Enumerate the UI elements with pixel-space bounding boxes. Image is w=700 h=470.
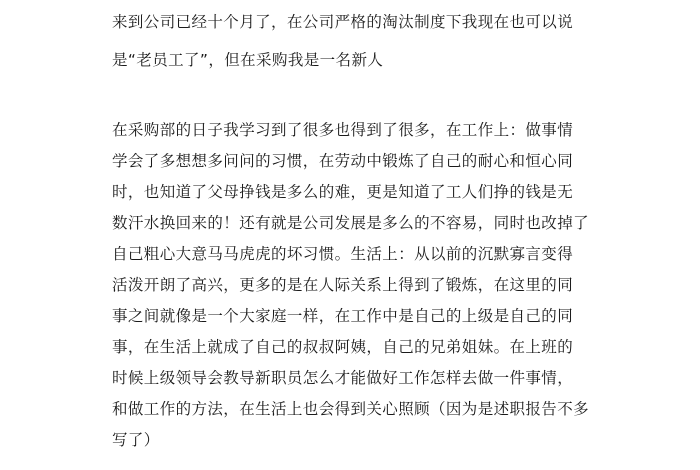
paragraph-2-line-7: 事之间就像是一个大家庭一样，在工作中是自己的上级是自己的同 — [112, 307, 574, 325]
paragraph-1-line-1: 来到公司已经十个月了，在公司严格的淘汰制度下我现在也可以说 — [112, 13, 574, 31]
paragraph-2-line-2: 学会了多想想多问问的习惯，在劳动中锻炼了自己的耐心和恒心同 — [112, 152, 574, 170]
paragraph-2-line-4: 数汗水换回来的！还有就是公司发展是多么的不容易，同时也改掉了 — [112, 214, 590, 232]
paragraph-2-line-3: 时，也知道了父母挣钱是多么的难，更是知道了工人们挣的钱是无 — [112, 183, 574, 201]
paragraph-2-line-1: 在采购部的日子我学习到了很多也得到了很多，在工作上：做事情 — [112, 121, 574, 139]
paragraph-2-line-6: 活泼开朗了高兴，更多的是在人际关系上得到了锻炼，在这里的同 — [112, 276, 574, 294]
paragraph-1-line-2: 是“老员工了”，但在采购我是一名新人 — [112, 51, 384, 69]
paragraph-2-line-10: 和做工作的方法，在生活上也会得到关心照顾（因为是述职报告不多 — [112, 400, 590, 418]
paragraph-2-line-5: 自己粗心大意马马虎虎的坏习惯。生活上：从以前的沉默寡言变得 — [112, 245, 574, 263]
paragraph-2-line-9: 时候上级领导会教导新职员怎么才能做好工作怎样去做一件事情， — [112, 369, 574, 387]
paragraph-2-line-8: 事，在生活上就成了自己的叔叔阿姨，自己的兄弟姐妹。在上班的 — [112, 338, 574, 356]
paragraph-2-line-11: 写了） — [112, 431, 160, 449]
